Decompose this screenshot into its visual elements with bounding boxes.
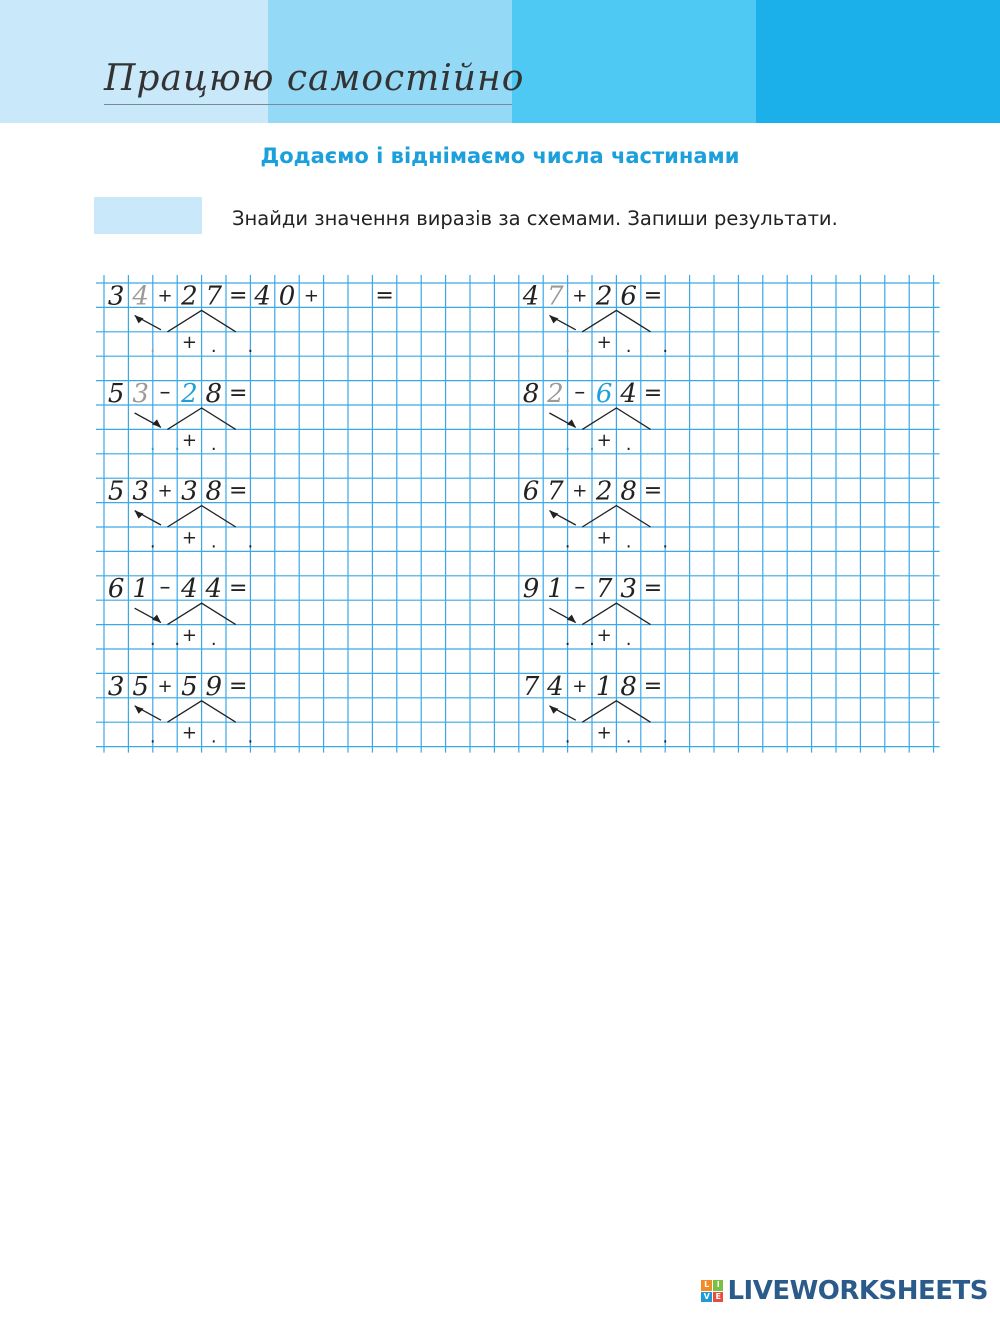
blank-dot: . (625, 433, 632, 455)
blank-dot: . (564, 531, 571, 553)
equals-sign: = (643, 576, 663, 602)
scheme-plus: + (596, 625, 612, 646)
operator-sign: – (159, 575, 171, 601)
blank-dot: . (149, 336, 156, 358)
operator-sign: – (159, 380, 171, 405)
tens-digit-a: 6 (522, 476, 540, 507)
tens-digit-b: 5 (181, 671, 198, 702)
lesson-subtitle: Додаємо і віднімаємо числа частинами (260, 144, 740, 168)
blank-dot: . (247, 531, 254, 553)
tens-digit-a: 9 (522, 574, 540, 605)
equals-sign: = (228, 478, 248, 504)
tens-digit-b: 4 (181, 574, 198, 605)
operator-sign: + (157, 285, 173, 307)
arrow-head (135, 706, 144, 714)
arrow-head (135, 511, 144, 519)
equals-sign: = (228, 673, 248, 699)
blank-dot: . (625, 726, 632, 748)
example-equals: = (375, 283, 394, 309)
tens-digit-b: 2 (595, 281, 613, 312)
blank-dot: . (247, 726, 254, 748)
scheme-plus: + (596, 722, 612, 744)
watermark-text: LIVEWORKSHEETS (727, 1276, 988, 1306)
units-digit-b: 8 (620, 671, 637, 702)
liveworksheets-logo-icon: L I V E (701, 1280, 723, 1302)
section-title: Працюю самостійно (104, 58, 525, 99)
tens-digit-a: 5 (107, 379, 125, 409)
blank-dot: . (210, 433, 217, 455)
blank-dot: . (210, 629, 217, 650)
equals-sign: = (643, 283, 663, 309)
operator-sign: – (574, 575, 586, 601)
units-digit-a: 1 (547, 574, 564, 605)
liveworksheets-watermark (701, 1276, 988, 1306)
scheme-plus: + (596, 527, 612, 549)
blank-dot: . (210, 726, 217, 748)
equals-sign: = (643, 673, 663, 699)
tens-digit-b: 3 (181, 476, 198, 507)
units-digit-a: 7 (547, 476, 564, 507)
tens-digit-b: 2 (181, 281, 198, 312)
operator-sign: – (574, 380, 586, 405)
tens-digit-a: 7 (522, 671, 540, 702)
operator-sign: + (572, 480, 588, 502)
operator-sign: + (157, 675, 173, 697)
blank-dot: . (149, 433, 156, 455)
blank-dot: . (149, 726, 156, 748)
blank-dot: . (589, 433, 595, 455)
blank-dot: . (149, 629, 156, 650)
arrow-head (549, 706, 558, 714)
example-plus: + (303, 285, 319, 307)
tens-digit-b: 6 (595, 379, 613, 409)
operator-sign: + (572, 675, 588, 697)
units-digit-b: 3 (620, 574, 637, 605)
task-instruction: Знайди значення виразів за схемами. Запиши результати. (232, 207, 838, 230)
equals-sign: = (643, 478, 663, 504)
blank-dot: . (662, 531, 669, 553)
blank-dot: . (564, 433, 571, 455)
tens-digit-a: 3 (107, 281, 125, 312)
tens-digit-a: 8 (522, 379, 540, 409)
blank-dot: . (174, 433, 181, 455)
scheme-plus: + (181, 722, 197, 744)
blank-dot: . (247, 336, 254, 358)
units-digit-a: 2 (547, 379, 564, 409)
tens-digit-b: 2 (595, 476, 613, 507)
equals-sign: = (643, 381, 663, 406)
units-digit-a: 4 (547, 671, 564, 702)
arrow-head (549, 511, 558, 519)
units-digit-b: 8 (620, 476, 637, 507)
units-digit-a: 3 (132, 379, 149, 409)
scheme-plus: + (181, 332, 197, 354)
scheme-plus: + (181, 527, 197, 549)
equals-sign: = (228, 576, 248, 602)
arrow-head (549, 315, 558, 323)
blank-dot: . (564, 336, 571, 358)
scheme-plus: + (596, 332, 612, 354)
example-digit-0: 0 (278, 281, 296, 312)
operator-sign: + (157, 480, 173, 502)
blank-dot: . (210, 531, 217, 553)
blank-dot: . (662, 336, 669, 358)
tens-digit-a: 4 (522, 281, 540, 312)
scheme-plus: + (596, 429, 612, 451)
blank-dot: . (564, 726, 571, 748)
tens-digit-a: 6 (107, 574, 125, 605)
units-digit-b: 9 (205, 671, 223, 702)
units-digit-b: 8 (205, 379, 223, 409)
tens-digit-b: 2 (181, 379, 198, 409)
tens-digit-b: 1 (595, 671, 613, 702)
blank-dot: . (662, 726, 669, 748)
blank-dot: . (149, 531, 156, 553)
blank-dot: . (174, 629, 181, 650)
example-digit-4: 4 (254, 281, 271, 312)
tens-digit-a: 3 (107, 671, 125, 702)
units-digit-a: 4 (132, 281, 149, 312)
units-digit-b: 6 (620, 281, 637, 312)
units-digit-a: 3 (132, 476, 149, 507)
units-digit-a: 1 (132, 574, 149, 605)
tens-digit-b: 7 (595, 574, 613, 605)
blank-dot: . (589, 629, 595, 650)
arrow-head (135, 315, 144, 323)
blank-dot: . (625, 629, 632, 650)
scheme-plus: + (181, 429, 197, 451)
tens-digit-a: 5 (107, 476, 125, 507)
equals-sign: = (228, 381, 248, 406)
blank-dot: . (625, 531, 632, 553)
equals-sign: = (228, 283, 248, 309)
units-digit-b: 4 (205, 574, 223, 605)
units-digit-b: 4 (620, 379, 637, 409)
units-digit-b: 8 (205, 476, 223, 507)
blank-dot: . (564, 629, 571, 650)
blank-dot: . (210, 336, 217, 358)
scheme-plus: + (181, 625, 197, 646)
operator-sign: + (572, 285, 588, 307)
units-digit-b: 7 (205, 281, 223, 312)
units-digit-a: 7 (547, 281, 564, 312)
blank-dot: . (625, 336, 632, 358)
units-digit-a: 5 (132, 671, 149, 702)
